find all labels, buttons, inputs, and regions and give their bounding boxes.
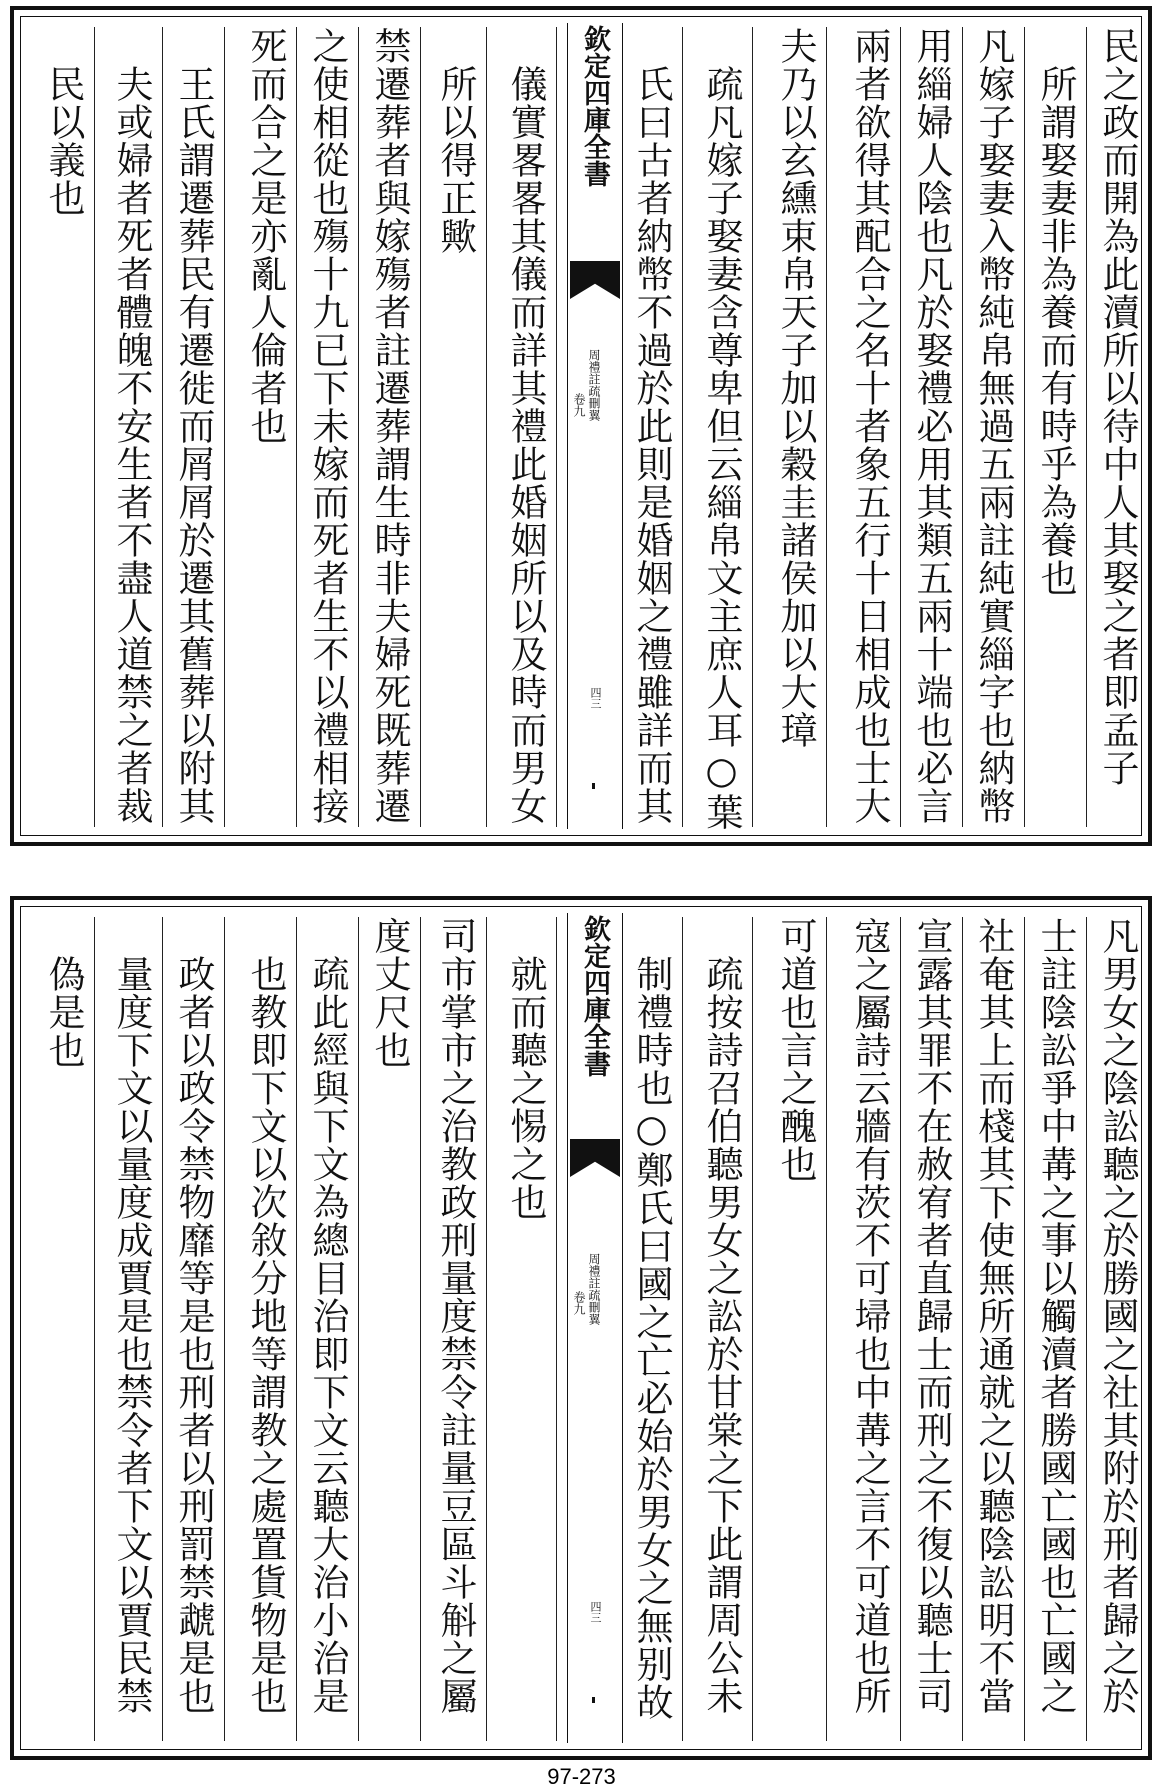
column [1025,917,1087,1741]
column [1087,917,1149,1741]
page-number: 四三 [589,687,602,709]
column-text: 宣露其罪不在赦宥者直歸士而刑之不復以聽士司 [910,917,953,1715]
column [359,27,421,827]
column [495,917,557,1741]
column-text: 氏曰古者納幣不過於此則是婚姻之禮雖詳而其 [630,65,673,825]
bottom-page [10,896,1152,1760]
column [621,917,683,1741]
book-title: 欽定四庫全書 [579,915,610,1077]
column [425,917,487,1741]
column [359,917,421,1741]
column-text: 量度下文以量度成賈是也禁令者下文以賈民禁 [110,955,153,1715]
fishtail-mark [570,1139,620,1177]
column-text: 疏此經與下文為總目治即下文云聽大治小治是 [306,955,349,1715]
juan-number: 卷九 [572,393,586,417]
column-text: 之使相從也殤十九已下未嫁而死者生不以禮相接 [306,27,349,825]
column [235,27,297,827]
column-text: 疏按詩召伯聽男女之訟於甘棠之下此謂周公未 [700,955,743,1715]
column [495,27,557,827]
column-text: 夫或婦者死者體魄不安生者不盡人道禁之者裁 [110,65,153,825]
column [33,27,95,827]
top-page-frame [20,16,1142,836]
column-text: 社奄其上而棧其下使無所通就之以聽陰訟明不當 [972,917,1015,1715]
column-text: 民之政而開為此瀆所以待中人其娶之者即孟子 [1096,27,1139,787]
column [101,27,163,827]
column [901,917,963,1741]
column [839,27,901,827]
column [621,27,683,827]
fishtail-mark [570,261,620,299]
column-text: 兩者欲得其配合之名十者象五行十日相成也士大 [848,27,891,825]
column-text: 士註陰訟爭中冓之事以觸瀆者勝國亡國也亡國之 [1034,917,1077,1715]
column-text: 偽是也 [42,955,85,1069]
column-text: 政者以政令禁物靡等是也刑者以刑罰禁虣是也 [172,955,215,1715]
top-page [10,6,1152,846]
column [163,917,225,1741]
column-text: 凡嫁子娶妻入幣純帛無過五兩註純實緇字也納幣 [972,27,1015,825]
column-text: 所謂娶妻非為養而有時乎為養也 [1034,65,1077,597]
column [101,917,163,1741]
page-number: 四三 [589,1601,602,1623]
column-text: 寇之屬詩云牆有茨不可埽也中冓之言不可道也所 [848,917,891,1715]
fold-mark [592,783,595,789]
book-title: 欽定四庫全書 [579,25,610,187]
column-text: 也教即下文以次敘分地等謂教之處置貨物是也 [244,955,287,1715]
column-text: 民以義也 [42,65,85,217]
column-text: 度丈尺也 [368,917,411,1069]
column-text: 制禮時也○鄭氏曰國之亡必始於男女之無别故 [630,955,673,1721]
column [235,917,297,1741]
volume-page-footer: 97-273 [547,1764,616,1789]
column [839,917,901,1741]
column [963,27,1025,827]
bottom-page-frame [20,906,1142,1750]
column-text: 用緇婦人陰也凡於娶禮必用其類五兩十端也必言 [910,27,953,825]
column-text: 儀實畧畧其儀而詳其禮此婚姻所以及時而男女 [504,65,547,825]
column [1087,27,1149,827]
column [297,917,359,1741]
column [765,27,827,827]
column [163,27,225,827]
column-text: 王氏謂遷葬民有遷徙而屑屑於遷其舊葬以附其 [172,65,215,825]
column-text: 凡男女之陰訟聽之於勝國之社其附於刑者歸之於 [1096,917,1139,1715]
column [691,917,753,1741]
fold-mark [592,1697,595,1703]
column-text: 夫乃以玄纁束帛天子加以穀圭諸侯加以大璋 [774,27,817,749]
column [691,27,753,831]
center-fold [567,913,623,1743]
juan-number: 卷九 [572,1291,586,1315]
column [963,917,1025,1741]
chapter-title: 周禮註疏刪翼 [587,1253,601,1325]
column-text: 所以得正歟 [434,65,477,255]
center-fold [567,23,623,829]
column-text: 疏凡嫁子娶妻含尊卑但云緇帛文主庶人耳○葉 [700,65,743,831]
column [297,27,359,827]
column [1025,27,1087,827]
column-text: 就而聽之惕之也 [504,955,547,1221]
column-text: 死而合之是亦亂人倫者也 [244,27,287,445]
column [901,27,963,827]
column [33,917,95,1741]
column [425,27,487,827]
column-text: 司市掌市之治教政刑量度禁令註量豆區斗斛之屬 [434,917,477,1715]
column-text: 可道也言之醜也 [774,917,817,1183]
chapter-title: 周禮註疏刪翼 [587,349,601,421]
column [765,917,827,1741]
column-text: 禁遷葬者與嫁殤者註遷葬謂生時非夫婦死既葬遷 [368,27,411,825]
